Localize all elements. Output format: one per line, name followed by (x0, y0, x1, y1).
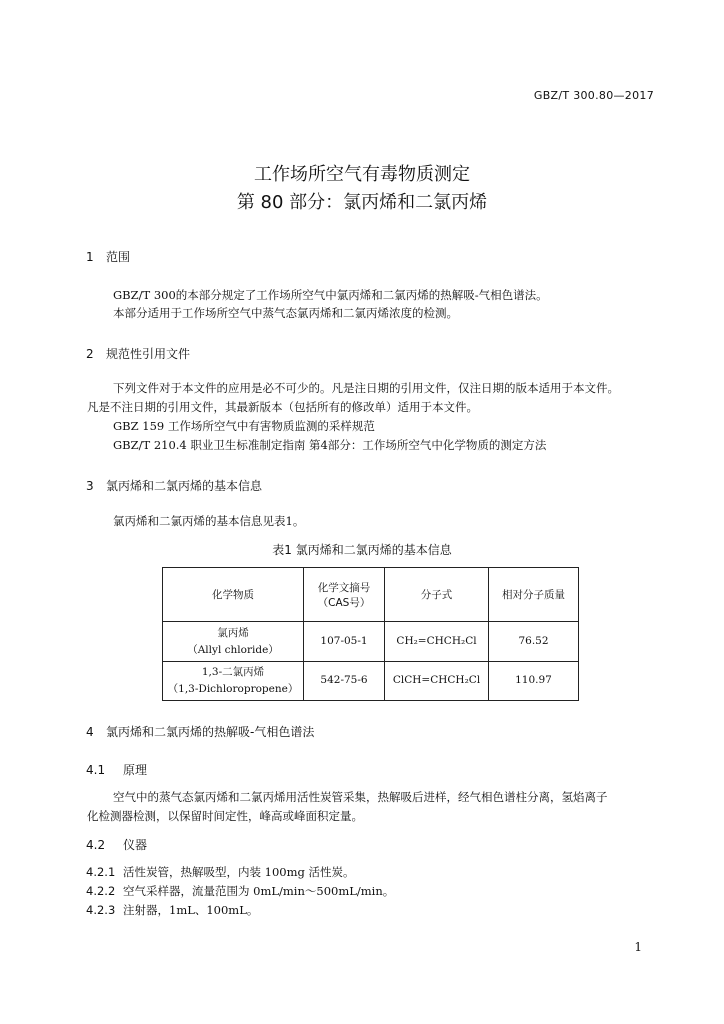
basic-info-table (162, 567, 579, 701)
cell-molecular-weight: 110.97 (489, 661, 579, 700)
header-cas: 化学文摘号 （CAS号） (304, 568, 385, 622)
section-title: 氯丙烯和二氯丙烯的基本信息 (106, 479, 263, 493)
section-1-heading (86, 248, 130, 265)
section-number: 1 (86, 250, 94, 264)
cell-substance: 1,3-二氯丙烯 （1,3-Dichloropropene） (163, 661, 304, 700)
section-4-1-paragraph-2: 化检测器检测，以保留时间定性，峰高或峰面积定量。 (87, 809, 363, 823)
list-item (86, 864, 355, 880)
section-1-paragraph-2: 本部分适用于工作场所空气中蒸气态氯丙烯和二氯丙烯浓度的检测。 (113, 306, 458, 320)
cell-substance: 氯丙烯 （Allyl chloride） (163, 622, 304, 661)
cell-molecular-weight: 76.52 (489, 622, 579, 661)
header-formula: 分子式 (385, 568, 489, 622)
table-row (163, 661, 579, 700)
cell-formula: ClCH=CHCH₂Cl (385, 661, 489, 700)
list-item (86, 883, 394, 899)
subsection-4-1-heading (86, 761, 147, 778)
document-title: 工作场所空气有毒物质测定 (254, 164, 470, 185)
section-number: 2 (86, 347, 94, 361)
table-row (163, 622, 579, 661)
section-title: 氯丙烯和二氯丙烯的热解吸-气相色谱法 (106, 725, 315, 739)
section-4-heading (86, 723, 314, 740)
header-molecular-weight: 相对分子质量 (489, 568, 579, 622)
item-text: 空气采样器，流量范围为 0mL/min～500mL/min。 (123, 884, 395, 898)
section-title: 规范性引用文件 (106, 347, 191, 361)
item-text: 注射器，1mL、100mL。 (123, 903, 259, 917)
item-number: 4.2.3 (86, 903, 116, 917)
list-item (86, 902, 258, 918)
section-number: 3 (86, 479, 94, 493)
section-2-paragraph-2: 凡是不注日期的引用文件，其最新版本（包括所有的修改单）适用于本文件。 (87, 400, 478, 414)
cell-formula: CH₂=CHCH₂Cl (385, 622, 489, 661)
header-substance: 化学物质 (163, 568, 304, 622)
section-1-paragraph-1: GBZ/T 300的本部分规定了工作场所空气中氯丙烯和二氯丙烯的热解吸-气相色谱法。 (113, 288, 548, 302)
document-subtitle: 第 80 部分：氯丙烯和二氯丙烯 (236, 192, 488, 213)
section-3-heading (86, 477, 262, 494)
page-number: 1 (634, 940, 642, 954)
section-number: 4 (86, 725, 94, 739)
section-2-heading (86, 345, 190, 362)
normative-reference-1: GBZ 159 工作场所空气中有害物质监测的采样规范 (113, 419, 375, 433)
standard-code: GBZ/T 300.80—2017 (533, 89, 654, 102)
subsection-4-2-heading (86, 836, 147, 853)
table-header-row (163, 568, 579, 622)
item-number: 4.2.1 (86, 865, 116, 879)
subsection-number: 4.2 (86, 838, 106, 852)
subsection-number: 4.1 (86, 763, 106, 777)
subsection-title: 原理 (123, 763, 148, 777)
table-caption: 表1 氯丙烯和二氯丙烯的基本信息 (272, 543, 452, 557)
item-text: 活性炭管，热解吸型，内装 100mg 活性炭。 (123, 865, 355, 879)
cell-cas: 542-75-6 (304, 661, 385, 700)
normative-reference-2: GBZ/T 210.4 职业卫生标准制定指南 第4部分：工作场所空气中化学物质的测定方法 (113, 438, 547, 452)
subsection-title: 仪器 (123, 838, 148, 852)
section-4-1-paragraph-1: 空气中的蒸气态氯丙烯和二氯丙烯用活性炭管采集，热解吸后进样，经气相色谱柱分离，氢焰离子 (113, 790, 608, 804)
item-number: 4.2.2 (86, 884, 116, 898)
section-3-paragraph-1: 氯丙烯和二氯丙烯的基本信息见表1。 (113, 514, 305, 528)
cell-cas: 107-05-1 (304, 622, 385, 661)
section-title: 范围 (106, 250, 131, 264)
section-2-paragraph-1: 下列文件对于本文件的应用是必不可少的。凡是注日期的引用文件，仅注日期的版本适用于本文件。 (113, 381, 619, 395)
